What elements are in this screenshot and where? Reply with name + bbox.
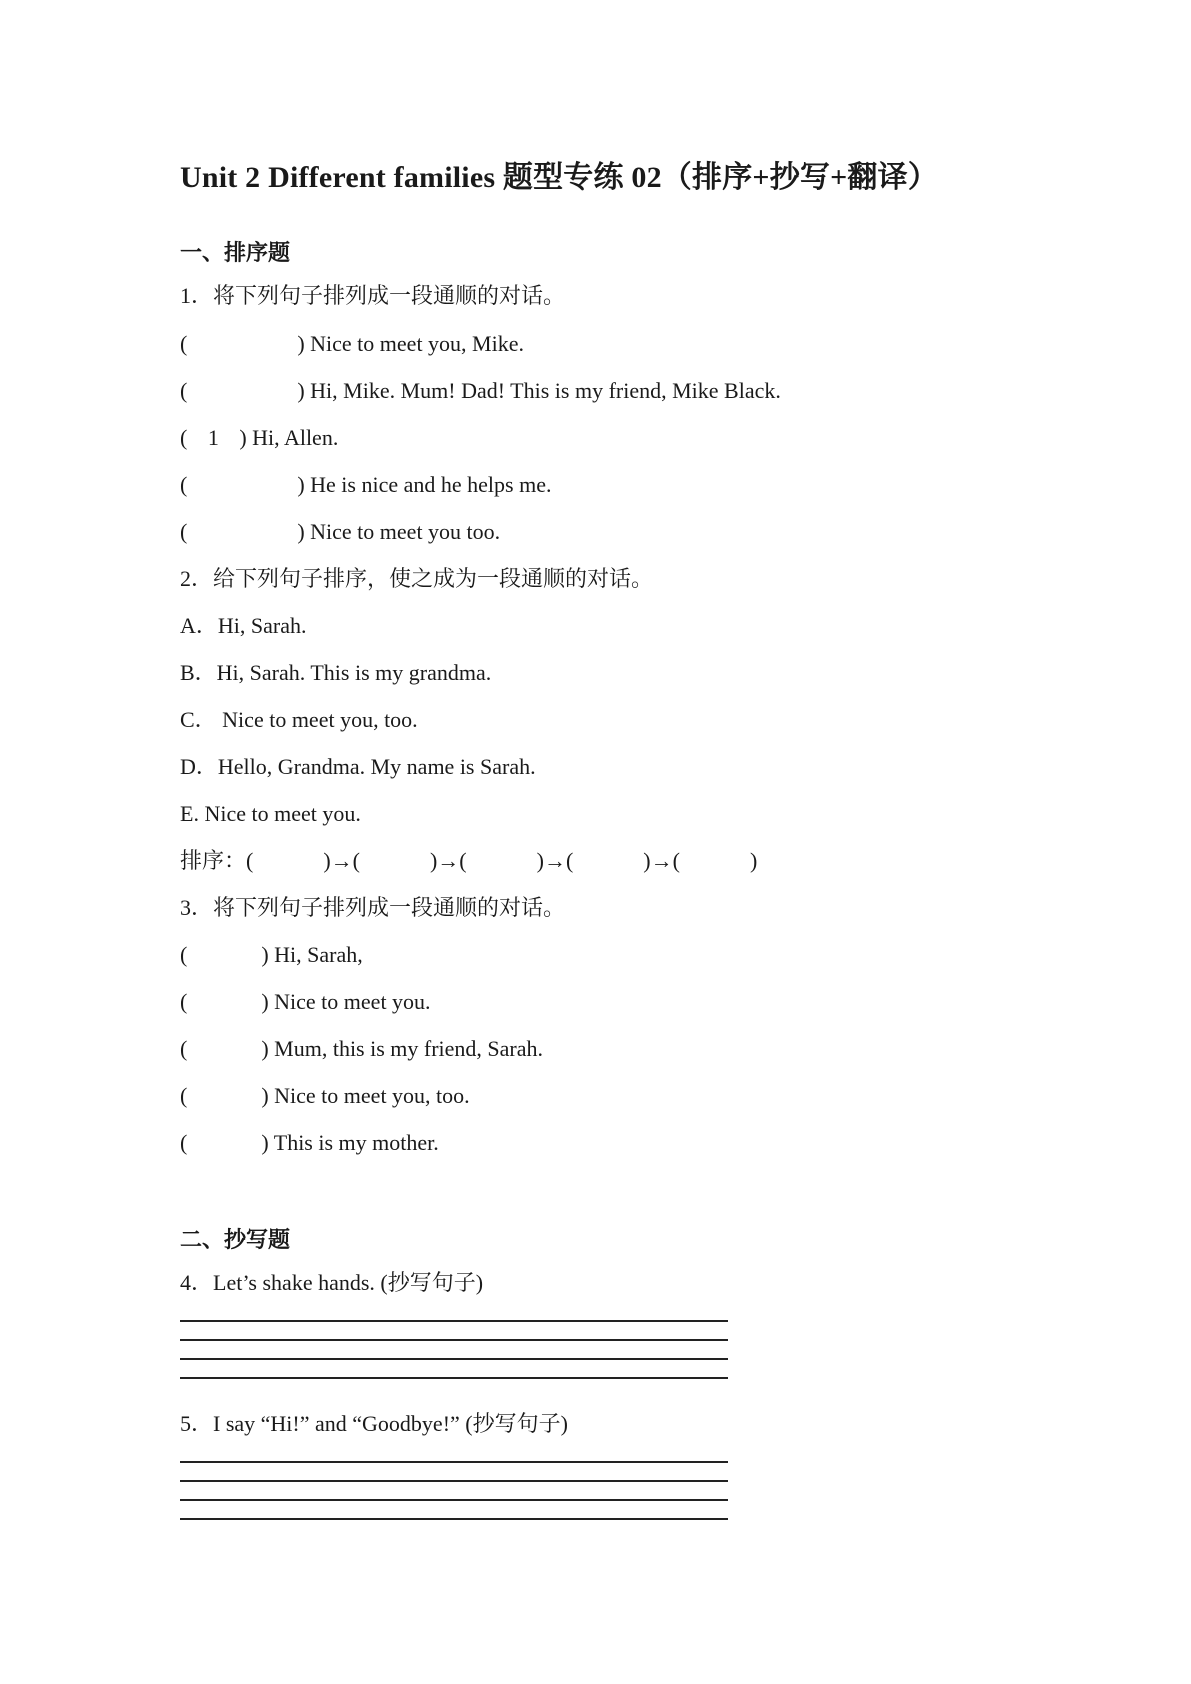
open-paren: ( xyxy=(180,425,188,450)
q2-order-answer-row xyxy=(180,848,757,874)
q3-prompt: 3．将下列句子排列成一段通顺的对话。 xyxy=(180,895,566,920)
q2-prompt: 2．给下列句子排序，使之成为一段通顺的对话。 xyxy=(180,566,654,591)
order-label: 排序：( xyxy=(180,848,254,873)
q5-prompt: 5．I say “Hi!” and “Goodbye!” (抄写句子) xyxy=(180,1411,568,1436)
q2-option-c: C． Nice to meet you, too. xyxy=(180,707,418,732)
open-paren: ( xyxy=(180,1083,188,1108)
q3-item xyxy=(180,942,363,968)
q1-item xyxy=(180,425,338,451)
q4-prompt: 4．Let’s shake hands. (抄写句子) xyxy=(180,1270,484,1295)
writing-line[interactable] xyxy=(180,1339,728,1341)
q1-prompt: 1．将下列句子排列成一段通顺的对话。 xyxy=(180,283,566,308)
q2-option-b: B．Hi, Sarah. This is my grandma. xyxy=(180,660,492,685)
section-copy-heading: 二、抄写题 xyxy=(180,1227,291,1252)
order-arrow: )→( xyxy=(643,848,680,873)
open-paren: ( xyxy=(180,989,188,1014)
writing-line[interactable] xyxy=(180,1461,728,1463)
answer-blank[interactable]: 1 xyxy=(207,425,219,450)
order-arrow: )→( xyxy=(323,848,360,873)
sentence: ) Nice to meet you. xyxy=(261,989,431,1014)
open-paren: ( xyxy=(180,331,188,356)
writing-line[interactable] xyxy=(180,1377,728,1379)
open-paren: ( xyxy=(180,942,188,967)
open-paren: ( xyxy=(180,378,188,403)
writing-line[interactable] xyxy=(180,1518,728,1520)
q3-item xyxy=(180,1083,470,1109)
open-paren: ( xyxy=(180,519,188,544)
writing-line[interactable] xyxy=(180,1499,728,1501)
q1-item xyxy=(180,378,781,404)
q1-item xyxy=(180,519,500,545)
open-paren: ( xyxy=(180,1130,188,1155)
open-paren: ( xyxy=(180,1036,188,1061)
sentence: ) Nice to meet you too. xyxy=(297,519,501,544)
sentence: ) Hi, Sarah, xyxy=(261,942,363,967)
sentence: ) This is my mother. xyxy=(261,1130,439,1155)
q2-option-e: E. Nice to meet you. xyxy=(180,801,361,826)
q1-item xyxy=(180,472,551,498)
writing-line[interactable] xyxy=(180,1480,728,1482)
order-close: ) xyxy=(749,848,758,873)
q1-item xyxy=(180,331,524,357)
section-ordering-heading: 一、排序题 xyxy=(180,240,291,265)
order-arrow: )→( xyxy=(536,848,574,873)
sentence: ) He is nice and he helps me. xyxy=(297,472,552,497)
sentence: ) Hi, Mike. Mum! Dad! This is my friend, Mike Black. xyxy=(297,378,781,403)
q2-option-d: D．Hello, Grandma. My name is Sarah. xyxy=(180,754,536,779)
sentence: ) Nice to meet you, too. xyxy=(261,1083,470,1108)
q3-item xyxy=(180,1130,439,1156)
sentence: ) Mum, this is my friend, Sarah. xyxy=(261,1036,544,1061)
sentence: ) Nice to meet you, Mike. xyxy=(297,331,524,356)
q3-item xyxy=(180,1036,543,1062)
order-arrow: )→( xyxy=(429,848,467,873)
writing-line[interactable] xyxy=(180,1358,728,1360)
q3-item xyxy=(180,989,431,1015)
q2-option-a: A．Hi, Sarah. xyxy=(180,613,307,638)
page-title: Unit 2 Different families 题型专练 02（排序+抄写+翻译） xyxy=(180,161,938,194)
open-paren: ( xyxy=(180,472,188,497)
writing-line[interactable] xyxy=(180,1320,728,1322)
sentence: ) Hi, Allen. xyxy=(239,425,339,450)
